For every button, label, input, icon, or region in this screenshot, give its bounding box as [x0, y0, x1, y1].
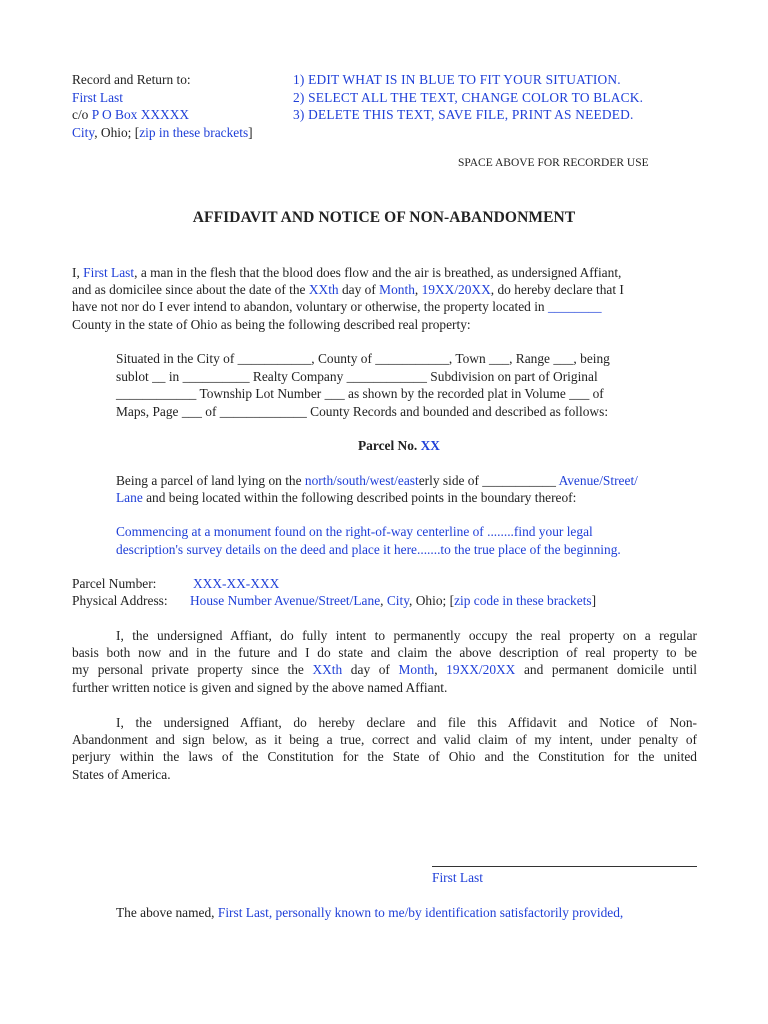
- notary-identification: , personally known to me/by identification satisfactorily provided,: [268, 905, 624, 920]
- parcel-no-value: XX: [420, 438, 440, 453]
- document-title: AFFIDAVIT AND NOTICE OF NON-ABANDONMENT: [192, 209, 576, 226]
- para3-line4: States of America.: [72, 767, 171, 782]
- affiant-name: First Last: [83, 265, 135, 280]
- return-zip: zip in these brackets: [139, 125, 249, 140]
- para1-line4: County in the state of Ohio as being the following described real property:: [72, 317, 471, 332]
- domicile-day: XXth: [308, 282, 339, 297]
- parcel-number-label: Parcel Number:: [72, 576, 157, 591]
- address-street: House Number Avenue/Street/Lane: [190, 593, 381, 608]
- situated-line3: ____________ Township Lot Number ___ as shown by the recorded plat in Volume ___ of: [116, 386, 604, 401]
- signature-line: [432, 866, 697, 867]
- being-line2: Lane and being located within the following described points in the boundary thereof:: [116, 490, 577, 505]
- commencing-line1: Commencing at a monument found on the right-of-way centerline of ........find your legal: [116, 524, 593, 539]
- para2-line2: basis both now and in the future and I do state and claim the above description of real property to be: [72, 645, 697, 660]
- return-po-box: [72, 107, 189, 123]
- physical-address-label: Physical Address:: [72, 593, 168, 608]
- return-city-line: [72, 125, 253, 141]
- parcel-number-row: [72, 576, 279, 592]
- occupy-month: Month: [398, 662, 435, 677]
- street-type: Avenue/Street/: [558, 473, 638, 488]
- situated-line4: Maps, Page ___ of _____________ County Records and bounded and described as follows:: [116, 404, 609, 419]
- domicile-year: 19XX/20XX: [421, 282, 491, 297]
- occupy-day: XXth: [312, 662, 343, 677]
- co-prefix: c/o: [72, 107, 89, 122]
- instruction-3: 3) DELETE THIS TEXT, SAVE FILE, PRINT AS NEEDED.: [293, 107, 634, 122]
- para1-line3: have not nor do I ever intend to abandon, voluntary or otherwise, the property located in ________: [72, 299, 602, 314]
- address-zip: zip code in these brackets: [454, 593, 592, 608]
- para2-line3: my personal private property since the XXth day of Month, 19XX/20XX and permanent domicile until: [72, 662, 697, 677]
- para2-line4: further written notice is given and signed by the above named Affiant.: [72, 680, 448, 695]
- notary-affiant-name: First Last: [217, 905, 269, 920]
- recorder-space-note: SPACE ABOVE FOR RECORDER USE: [458, 157, 649, 169]
- occupy-year: 19XX/20XX: [446, 662, 516, 677]
- return-ohio: , Ohio; [: [94, 125, 140, 140]
- record-return-label: Record and Return to:: [72, 72, 191, 87]
- para3-line2: Abandonment and sign below, as it being a true, correct and valid claim of my intent, under penalty of: [72, 732, 697, 747]
- notary-line: The above named, First Last, personally known to me/by identification satisfactorily provided,: [116, 905, 624, 920]
- being-line1: Being a parcel of land lying on the north/south/west/easterly side of ___________ Avenue/Street/: [116, 473, 638, 488]
- parcel-number-value: XXX-XX-XXX: [193, 576, 280, 591]
- situated-line2: sublot __ in __________ Realty Company ____________ Subdivision on part of Original: [116, 369, 598, 384]
- signature-name: First Last: [432, 870, 483, 885]
- commencing-line2: description's survey details on the deed and place it here.......to the true place of the beginning.: [116, 542, 621, 557]
- county-blank: ________: [547, 299, 602, 314]
- parcel-heading: Parcel No. XX: [358, 438, 440, 453]
- para3-line3: perjury within the laws of the Constitution for the State of Ohio and the Constitution for the united: [72, 749, 697, 764]
- instruction-2: 2) SELECT ALL THE TEXT, CHANGE COLOR TO BLACK.: [293, 90, 644, 105]
- para1-line1: I, First Last, a man in the flesh that the blood does flow and the air is breathed, as undersigned Affiant,: [72, 265, 622, 280]
- po-box: P O Box XXXXX: [91, 107, 190, 122]
- instruction-1: 1) EDIT WHAT IS IN BLUE TO FIT YOUR SITUATION.: [293, 72, 621, 87]
- para1-line2: and as domicilee since about the date of the XXth day of Month, 19XX/20XX, do hereby declare that I: [72, 282, 624, 297]
- return-city: City: [72, 125, 95, 140]
- return-name: First Last: [72, 90, 123, 105]
- address-city: City: [386, 593, 410, 608]
- para2-line1: I, the undersigned Affiant, do fully intent to permanently occupy the real property on a regular: [116, 628, 697, 643]
- side-direction: north/south/west/east: [304, 473, 419, 488]
- physical-address-row: Physical Address: House Number Avenue/Street/Lane, City, Ohio; [zip code in these brackets]: [72, 593, 597, 608]
- para3-line1: I, the undersigned Affiant, do hereby declare and file this Affidavit and Notice of Non-: [116, 715, 697, 730]
- street-type-lane: Lane: [116, 490, 143, 505]
- return-zip-close: ]: [248, 125, 253, 140]
- domicile-month: Month: [379, 282, 415, 297]
- situated-line1: Situated in the City of ___________, County of ___________, Town ___, Range ___, being: [116, 351, 610, 366]
